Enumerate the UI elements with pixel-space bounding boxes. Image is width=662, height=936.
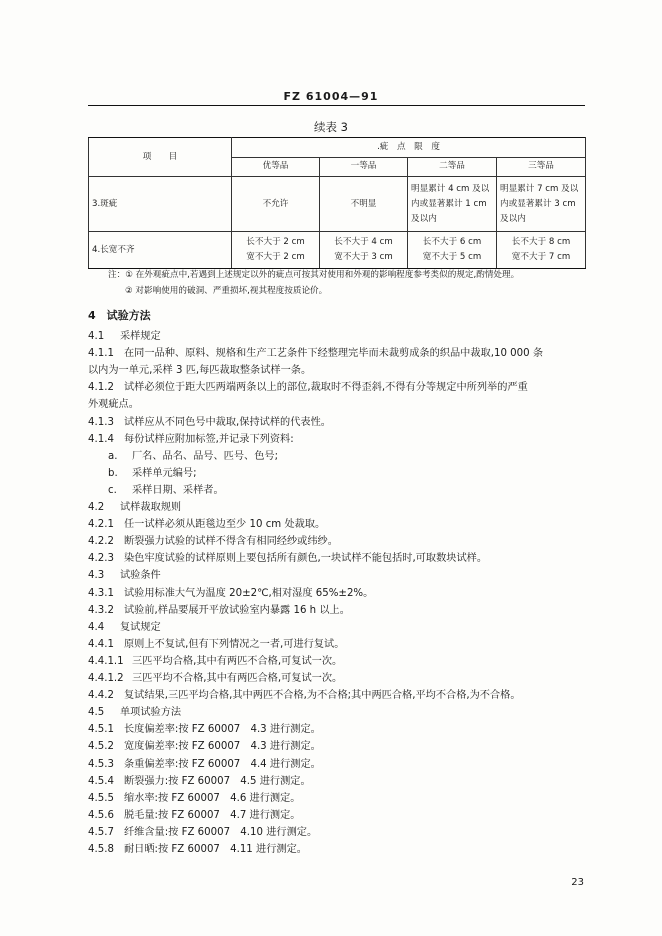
grade-header: 三等品 xyxy=(497,157,586,177)
grade-header: 二等品 xyxy=(408,157,497,177)
body-line xyxy=(88,586,373,602)
body-line xyxy=(88,620,161,636)
body-line xyxy=(88,346,543,362)
clause-number: 4.4.1.2 xyxy=(88,673,124,684)
grade-header: 一等品 xyxy=(320,157,408,177)
body-line xyxy=(88,688,521,704)
clause-text: 厂名、品名、品号、匹号、色号; xyxy=(132,450,279,462)
clause-text: 试样应从不同色号中裁取,保持试样的代表性。 xyxy=(124,416,331,428)
clause-number: 4.5.7 xyxy=(88,826,114,838)
item-header: 项 目 xyxy=(89,138,232,177)
table-cell: 明显累计 4 cm 及以内或显著累计 1 cm及以内 xyxy=(408,177,497,232)
clause-number: c. xyxy=(108,484,117,496)
table-cell: 长不大于 6 cm 宽不大于 5 cm xyxy=(408,232,497,269)
clause-text: 长度偏差率:按 FZ 60007 4.3 进行测定。 xyxy=(124,724,321,736)
clause-text: 试样裁取规则 xyxy=(120,502,182,513)
body-line xyxy=(88,397,139,413)
row-label: 3.斑疵 xyxy=(89,177,232,232)
body-line xyxy=(88,637,344,653)
clause-text: 脱毛量:按 FZ 60007 4.7 进行测定。 xyxy=(124,809,301,821)
body-line xyxy=(88,568,161,584)
body-line xyxy=(88,380,528,396)
clause-number: b. xyxy=(108,467,118,479)
clause-text: 复试规定 xyxy=(120,621,161,633)
clause-text: 采样规定 xyxy=(120,331,161,342)
standard-code: FZ 61004—91 xyxy=(283,90,379,103)
clause-number: 4.4 xyxy=(88,621,105,633)
clause-text: 采样单元编号; xyxy=(132,467,197,479)
clause-text: 外观疵点。 xyxy=(88,399,139,411)
body-line xyxy=(88,722,321,738)
clause-text: 单项试验方法 xyxy=(120,707,182,719)
body-line xyxy=(108,483,224,499)
clause-number: 4.5.1 xyxy=(88,724,114,736)
table-cell: 不明显 xyxy=(320,177,408,232)
clause-number: 4.1.3 xyxy=(88,416,114,428)
clause-number: 4.3.1 xyxy=(88,587,114,599)
clause-number: 4.5.4 xyxy=(88,775,114,787)
clause-text: 试样必须位于距大匹两端两条以上的部位,裁取时不得歪斜,不得有分等规定中所列举的严重 xyxy=(124,382,528,394)
table-caption: 续表 3 xyxy=(314,120,348,134)
body-line xyxy=(88,671,342,687)
body-line xyxy=(88,517,325,533)
body-line xyxy=(88,329,161,345)
clause-text: 三匹平均合格,其中有两匹不合格,可复试一次。 xyxy=(132,655,343,667)
body-line xyxy=(88,757,321,773)
body-line xyxy=(88,363,311,379)
clause-text: 采样日期、采样者。 xyxy=(132,484,224,496)
clause-number: 4.2.3 xyxy=(88,553,114,565)
clause-text: 在同一品种、原料、规格和生产工艺条件下经整理完毕而未裁剪成条的织品中裁取,10 000 条 xyxy=(124,348,544,360)
body-line xyxy=(88,774,311,790)
clause-text: 任一试样必须从距毯边至少 10 cm 处裁取。 xyxy=(124,519,326,531)
table-notes xyxy=(108,267,519,299)
clause-number: 4.1.2 xyxy=(88,382,114,394)
clause-number: 4.1.1 xyxy=(88,348,114,360)
clause-text: 条重偏差率:按 FZ 60007 4.4 进行测定。 xyxy=(124,758,321,770)
body-line xyxy=(88,654,342,670)
clause-text: 宽度偏差率:按 FZ 60007 4.3 进行测定。 xyxy=(124,741,321,753)
clause-text: 试验条件 xyxy=(120,570,161,582)
clause-number: 4.5.2 xyxy=(88,741,114,753)
body-line xyxy=(88,432,294,448)
table-cell: 不允许 xyxy=(232,177,320,232)
note-1: 注：① 在外观疵点中,若遇到上述规定以外的疵点可按其对使用和外观的影响程度参考类似的规定,酌情处理。 xyxy=(108,270,520,280)
clause-number: 4.5.5 xyxy=(88,792,114,804)
clause-number: 4.2 xyxy=(88,502,105,513)
body-line xyxy=(88,534,338,550)
clause-text: 每份试样应附加标签,并记录下列资料: xyxy=(124,433,294,445)
table-cell: 明显累计 7 cm 及以内或显著累计 3 cm及以内 xyxy=(497,177,586,232)
clause-text: 耐日晒:按 FZ 60007 4.11 进行测定。 xyxy=(124,844,307,855)
body-line xyxy=(88,808,300,824)
body-line xyxy=(108,449,278,465)
defect-limit-table xyxy=(88,137,586,269)
clause-number: 4.2.1 xyxy=(88,519,114,531)
clause-text: 原则上不复试,但有下列情况之一者,可进行复试。 xyxy=(124,638,345,650)
clause-text: 试验前,样品要展开平放试验室内暴露 16 h 以上。 xyxy=(124,604,350,616)
clause-number: 4.5.6 xyxy=(88,809,114,821)
clause-text: 试验用标准大气为温度 20±2℃,相对湿度 65%±2%。 xyxy=(124,587,374,599)
clause-number: 4.2.2 xyxy=(88,536,114,548)
row-label: 4.长宽不齐 xyxy=(89,232,232,269)
page-number: 23 xyxy=(571,877,584,888)
clause-text: 复试结果,三匹平均合格,其中两匹不合格,为不合格;其中两匹合格,平均不合格,为不合格。 xyxy=(124,690,521,702)
clause-text: 断裂强力试验的试样不得含有相同经纱或纬纱。 xyxy=(124,536,338,548)
clause-number: 4.3.2 xyxy=(88,604,114,616)
body-line xyxy=(108,466,197,482)
clause-number: 4.4.1.1 xyxy=(88,655,124,667)
clause-number: a. xyxy=(108,450,118,462)
clause-number: 4.1.4 xyxy=(88,433,114,445)
body-line xyxy=(88,705,181,721)
table-cell: 长不大于 4 cm 宽不大于 3 cm xyxy=(320,232,408,269)
clause-number: 4.5.3 xyxy=(88,758,114,770)
header-rule xyxy=(88,105,585,106)
body-line xyxy=(88,415,331,431)
defect-header: .疵 点 限 度 xyxy=(232,138,586,158)
clause-text: 断裂强力:按 FZ 60007 4.5 进行测定。 xyxy=(124,775,311,787)
table-cell: 长不大于 2 cm 宽不大于 2 cm xyxy=(232,232,320,269)
clause-number: 4.4.2 xyxy=(88,690,114,702)
clause-text: 染色牢度试验的试样原则上要包括所有颜色,一块试样不能包括时,可取数块试样。 xyxy=(124,553,488,565)
clause-number: 4.4.1 xyxy=(88,638,114,650)
clause-number: 4.1 xyxy=(88,331,105,342)
body-line xyxy=(88,791,300,807)
clause-text: 以内为一单元,采样 3 匹,每匹裁取整条试样一条。 xyxy=(88,365,312,377)
body-line xyxy=(88,551,487,567)
note-2: ② 对影响使用的破洞、严重损坏,视其程度按质论价。 xyxy=(125,286,328,296)
body-line xyxy=(88,603,350,619)
grade-header: 优等品 xyxy=(232,157,320,177)
body-line xyxy=(88,739,321,755)
clause-text: 三匹平均不合格,其中有两匹合格,可复试一次。 xyxy=(132,673,343,684)
body-line xyxy=(88,500,181,516)
clause-text: 纤维含量:按 FZ 60007 4.10 进行测定。 xyxy=(124,826,318,838)
body-line xyxy=(88,842,307,858)
clause-number: 4.5.8 xyxy=(88,844,114,855)
body-line xyxy=(88,825,317,841)
clause-text: 缩水率:按 FZ 60007 4.6 进行测定。 xyxy=(124,792,301,804)
table-cell: 长不大于 8 cm 宽不大于 7 cm xyxy=(497,232,586,269)
clause-number: 4.5 xyxy=(88,707,105,719)
clause-number: 4.3 xyxy=(88,570,105,582)
section-title: 4 试验方法 xyxy=(88,309,151,322)
